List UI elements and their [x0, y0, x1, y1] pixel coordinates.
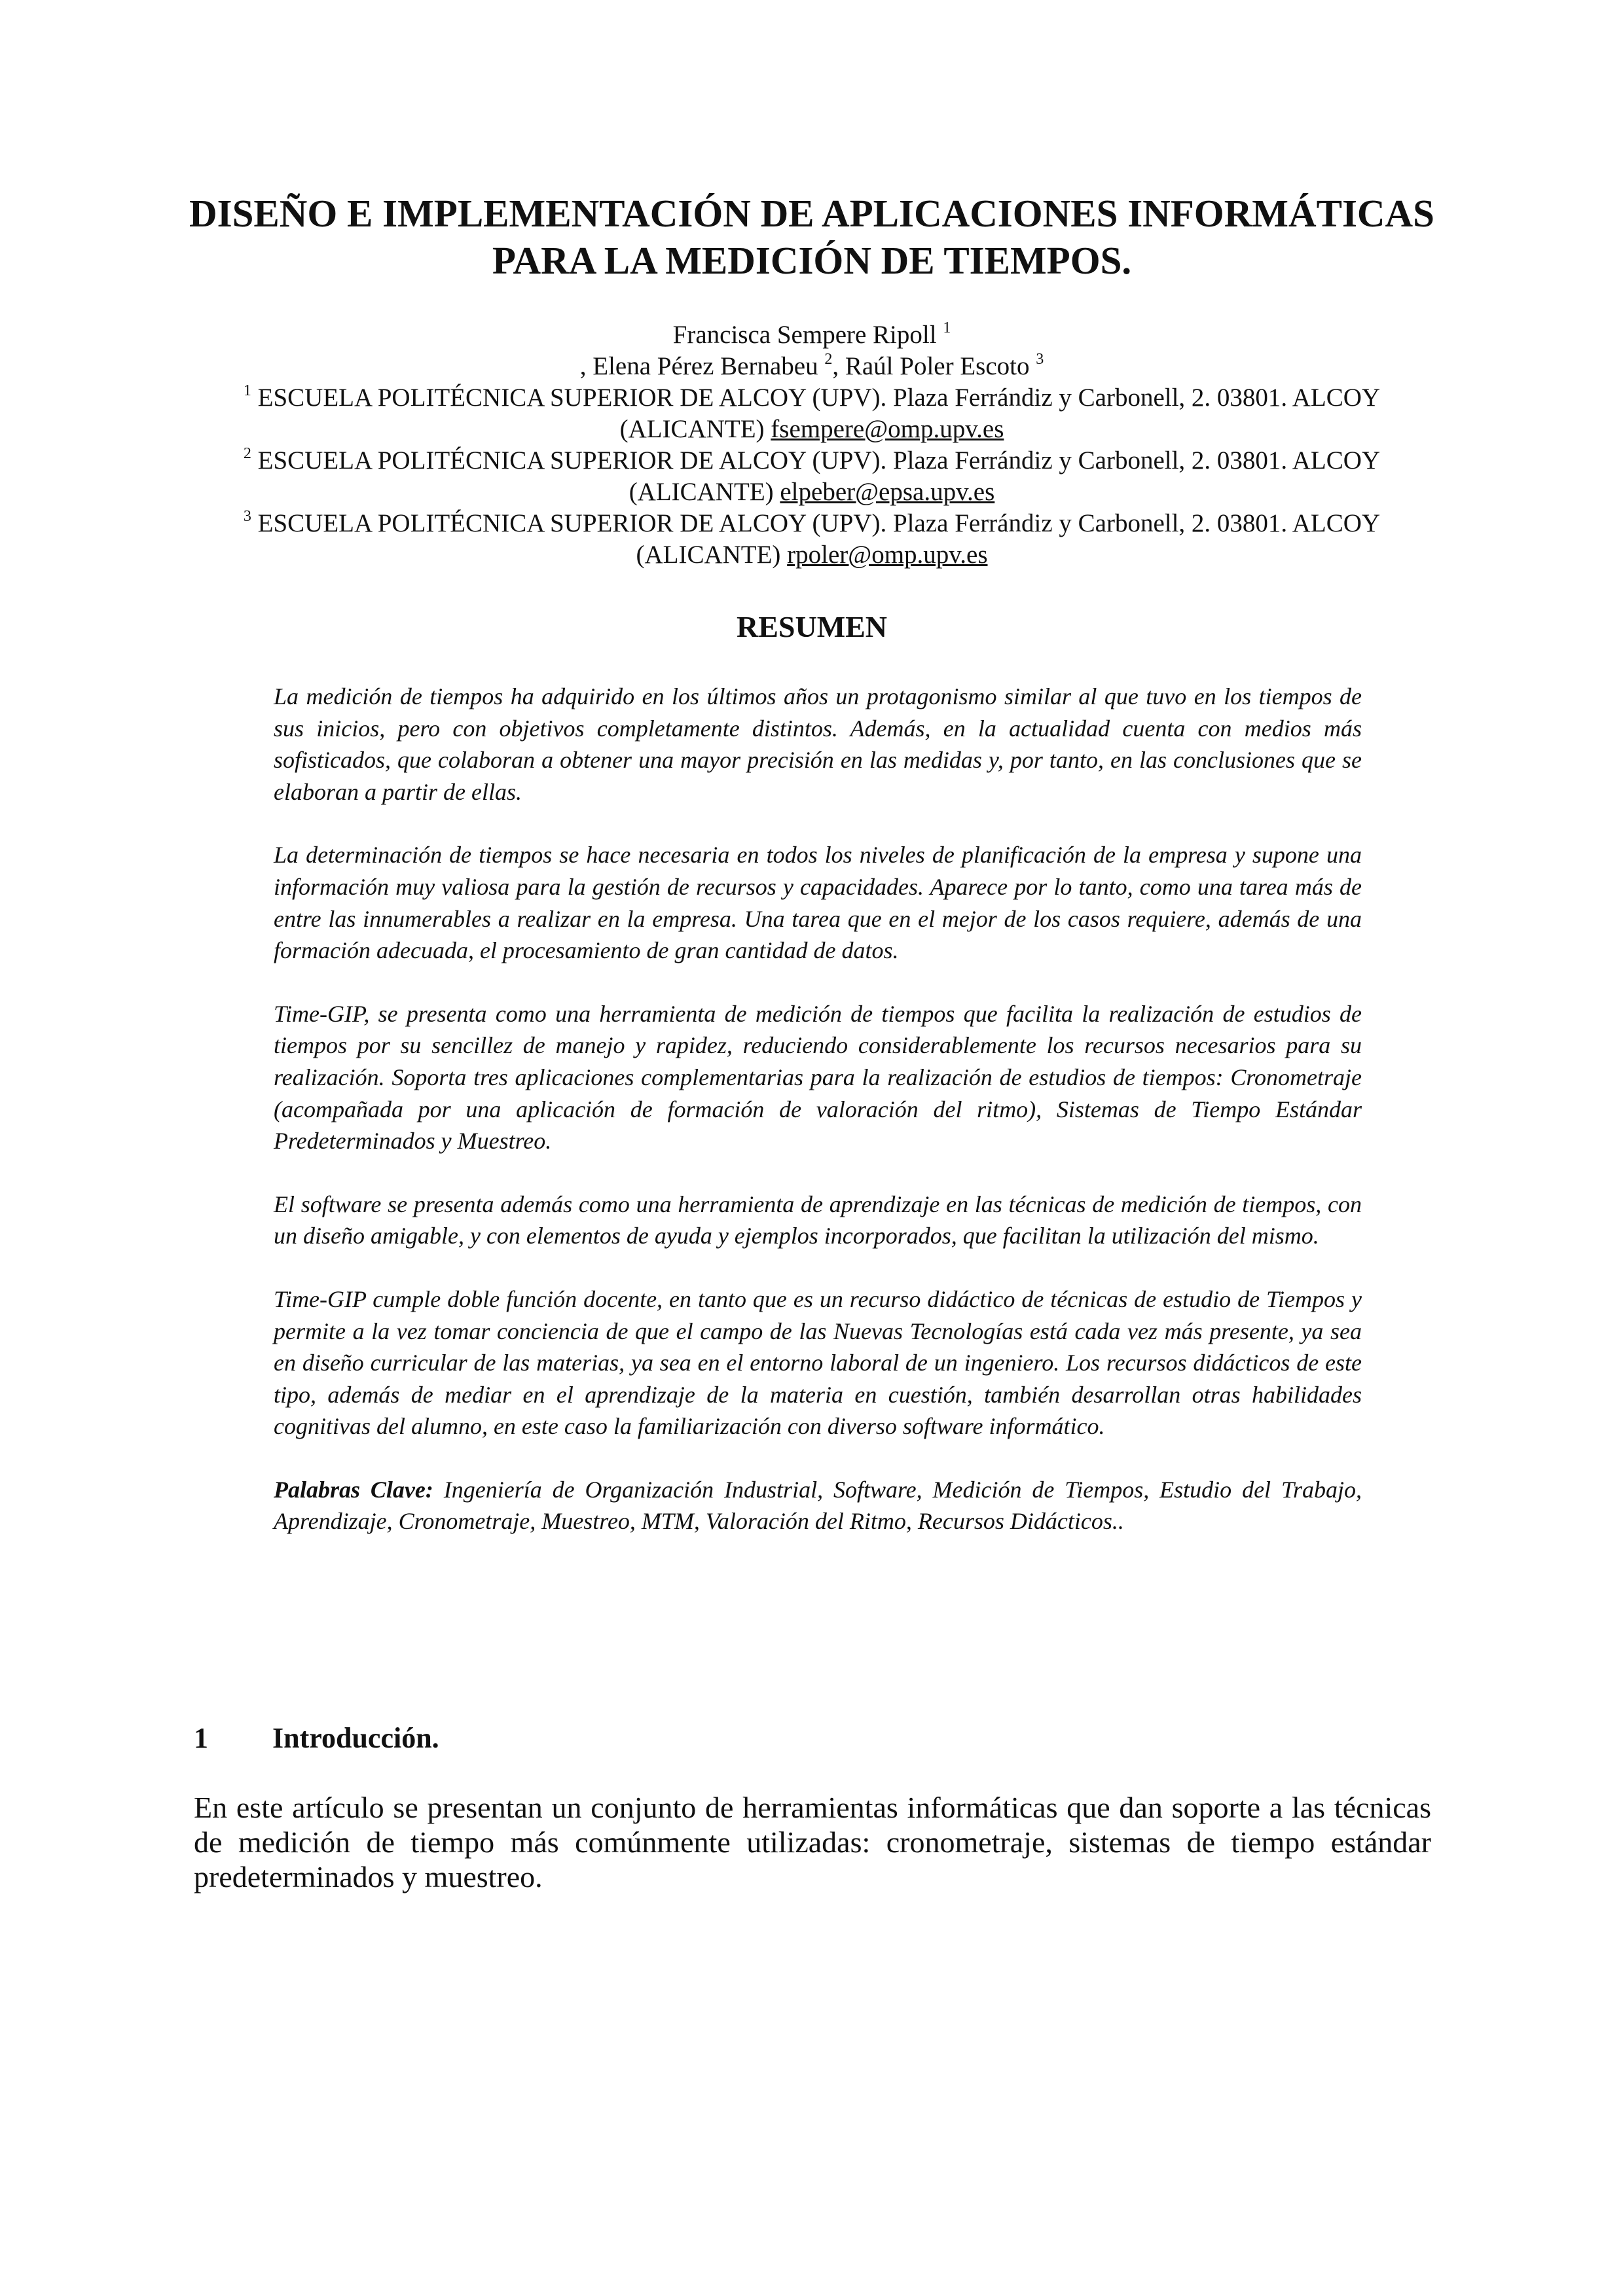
abstract-body	[274, 681, 1362, 1569]
email-link[interactable]: rpoler@omp.upv.es	[787, 541, 988, 569]
affiliation-text: (ALICANTE)	[636, 541, 788, 569]
paper-title-line-2: PARA LA MEDICIÓN DE TIEMPOS.	[492, 239, 1132, 282]
affiliation-text: ESCUELA POLITÉCNICA SUPERIOR DE ALCOY (UPV). Plaza Ferrándiz y Carbonell, 2. 03801. ALCOY	[251, 384, 1381, 412]
affiliation-2-line-1	[170, 445, 1453, 476]
affiliation-text: (ALICANTE)	[629, 478, 780, 506]
affiliation-text: ESCUELA POLITÉCNICA SUPERIOR DE ALCOY (UPV). Plaza Ferrándiz y Carbonell, 2. 03801. ALCOY	[251, 509, 1381, 537]
affiliation-2-line-2	[170, 476, 1453, 508]
author-superscript: 2	[824, 351, 833, 368]
author-line	[170, 319, 1453, 351]
author-separator: ,	[832, 352, 845, 380]
authors-block	[170, 319, 1453, 571]
affiliation-1-line-2	[170, 414, 1453, 445]
keywords-label: Palabras Clave:	[274, 1476, 433, 1503]
affiliation-superscript: 3	[243, 508, 251, 525]
affiliation-3-line-2	[170, 539, 1453, 571]
paper-title	[170, 190, 1453, 284]
keywords-paragraph	[274, 1474, 1362, 1537]
section-title: Introducción.	[272, 1722, 439, 1754]
author-superscript: 3	[1036, 351, 1044, 368]
author-separator: ,	[579, 352, 593, 380]
author-name: Raúl Poler Escoto	[845, 352, 1030, 380]
intro-paragraph: En este artículo se presentan un conjunto de herramientas informáticas que dan soporte a las técnicas de medición de tiempo más comúnmente utilizadas: cronometraje, sistemas de tiempo estándar predeterminados y muestreo.	[194, 1791, 1431, 1893]
abstract-paragraph: La determinación de tiempos se hace necesaria en todos los niveles de planificación de la empresa y supone una información muy valiosa para la gestión de recursos y capacidades. Aparece por lo tanto, como una tarea más de entre las innumerables a realizar en la empresa. Una tarea que en el mejor de los casos requiere, además de una formación adecuada, el procesamiento de gran cantidad de datos.	[274, 842, 1362, 964]
abstract-paragraph: Time-GIP cumple doble función docente, en tanto que es un recurso didáctico de técnicas de estudio de Tiempos y permite a la vez tomar conciencia de que el campo de las Nuevas Tecnologías está cada vez más presente, ya sea en diseño curricular de las materias, ya sea en el entorno laboral de un ingeniero. Los recursos didácticos de este tipo, además de mediar en el aprendizaje de la materia en cuestión, también desarrollan otras habilidades cognitivas del alumno, en este caso la familiarización con diverso software informático.	[274, 1285, 1362, 1440]
affiliation-text: (ALICANTE)	[619, 415, 771, 443]
affiliation-superscript: 2	[243, 445, 251, 462]
keywords-text: Ingeniería de Organización Industrial, Software, Medición de Tiempos, Estudio del Trabajo, Aprendizaje, Cronometraje, Muestreo, MTM, Valoración del Ritmo, Recursos Didácticos..	[274, 1476, 1362, 1535]
abstract-paragraph: Time-GIP, se presenta como una herramienta de medición de tiempos que facilita la realización de estudios de tiempos por su sencillez de manejo y rapidez, reduciendo considerablemente los recursos necesarios para su realización. Soporta tres aplicaciones complementarias para la realización de estudios de tiempos: Cronometraje (acompañada por una aplicación de formación de valoración del ritmo), Sistemas de Tiempo Estándar Predeterminados y Muestreo.	[274, 1000, 1362, 1155]
paper-title-line-1: DISEÑO E IMPLEMENTACIÓN DE APLICACIONES INFORMÁTICAS	[189, 192, 1434, 235]
email-link[interactable]: fsempere@omp.upv.es	[771, 415, 1004, 443]
section-heading	[194, 1720, 439, 1757]
section-number: 1	[194, 1722, 208, 1754]
abstract-paragraph: El software se presenta además como una herramienta de aprendizaje en las técnicas de medición de tiempos, con un diseño amigable, y con elementos de ayuda y ejemplos incorporados, que facilitan la utilización del mismo.	[274, 1191, 1362, 1249]
author-superscript: 1	[943, 319, 951, 336]
abstract-heading: RESUMEN	[736, 610, 888, 643]
author-name: Francisca Sempere Ripoll	[672, 321, 937, 349]
email-link[interactable]: elpeber@epsa.upv.es	[780, 478, 995, 506]
author-name: Elena Pérez Bernabeu	[593, 352, 818, 380]
affiliation-text: ESCUELA POLITÉCNICA SUPERIOR DE ALCOY (UPV). Plaza Ferrándiz y Carbonell, 2. 03801. ALCOY	[251, 446, 1381, 475]
affiliation-3-line-1	[170, 508, 1453, 539]
abstract-paragraph: La medición de tiempos ha adquirido en los últimos años un protagonismo similar al que tuvo en los tiempos de sus inicios, pero con objetivos completamente distintos. Además, en la actualidad cuenta con medios más sofisticados, que colaboran a obtener una mayor precisión en las medidas y, por tanto, en las conclusiones que se elaboran a partir de ellas.	[274, 683, 1362, 805]
affiliation-superscript: 1	[243, 382, 251, 399]
affiliation-1-line-1	[170, 382, 1453, 414]
